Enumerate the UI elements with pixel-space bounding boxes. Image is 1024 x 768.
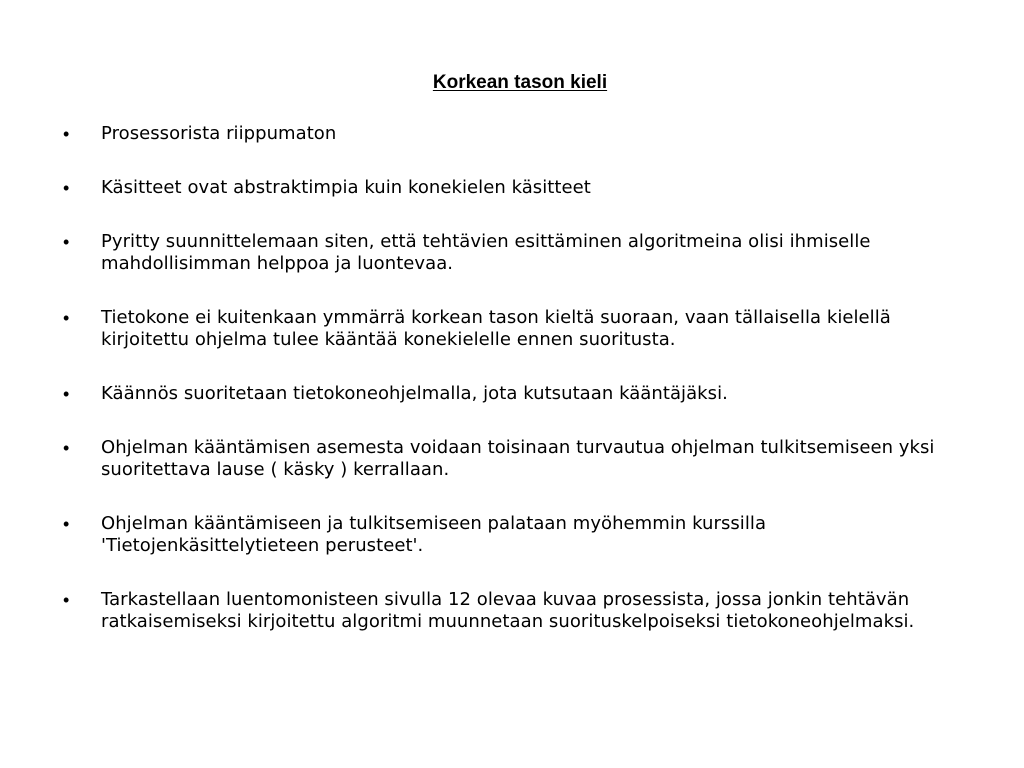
bullet-item — [0, 307, 1024, 351]
bullet-list — [0, 123, 1024, 665]
bullet-icon: • — [63, 514, 70, 534]
bullet-text: Prosessorista riippumaton — [101, 123, 337, 144]
bullet-text: Ohjelman kääntämisen asemesta voidaan toisinaan turvautua ohjelman tulkitsemiseen yksi suoritettava lause ( käsky ) kerrallaan. — [101, 437, 935, 480]
bullet-item — [0, 589, 1024, 633]
bullet-icon: • — [63, 438, 70, 458]
bullet-text: Tarkastellaan luentomonisteen sivulla 12 olevaa kuvaa prosessista, jossa jonkin tehtävän ratkaisemiseksi kirjoitettu algoritmi muunnetaan suorituskelpoiseksi tietokoneohjelmaksi. — [101, 589, 915, 632]
bullet-icon: • — [63, 384, 70, 404]
bullet-item — [0, 231, 1024, 275]
bullet-item — [0, 383, 1024, 405]
bullet-icon: • — [63, 590, 70, 610]
bullet-text: Käsitteet ovat abstraktimpia kuin konekielen käsitteet — [101, 177, 591, 198]
bullet-text: Ohjelman kääntämiseen ja tulkitsemiseen palataan myöhemmin kurssilla 'Tietojenkäsittelytieteen perusteet'. — [101, 513, 767, 556]
bullet-text: Käännös suoritetaan tietokoneohjelmalla, jota kutsutaan kääntäjäksi. — [101, 383, 728, 404]
bullet-text: Pyritty suunnittelemaan siten, että tehtävien esittäminen algoritmeina olisi ihmiselle mahdollisimman helppoa ja luontevaa. — [101, 231, 871, 274]
slide-title: Korkean tason kieli — [432, 72, 608, 93]
bullet-icon: • — [63, 308, 70, 328]
bullet-item — [0, 123, 1024, 145]
bullet-item — [0, 437, 1024, 481]
bullet-item — [0, 513, 1024, 557]
bullet-icon: • — [63, 232, 70, 252]
bullet-item — [0, 177, 1024, 199]
bullet-icon: • — [63, 124, 70, 144]
bullet-text: Tietokone ei kuitenkaan ymmärrä korkean tason kieltä suoraan, vaan tällaisella kielellä kirjoitettu ohjelma tulee kääntää konekielelle ennen suoritusta. — [101, 307, 891, 350]
bullet-icon: • — [63, 178, 70, 198]
